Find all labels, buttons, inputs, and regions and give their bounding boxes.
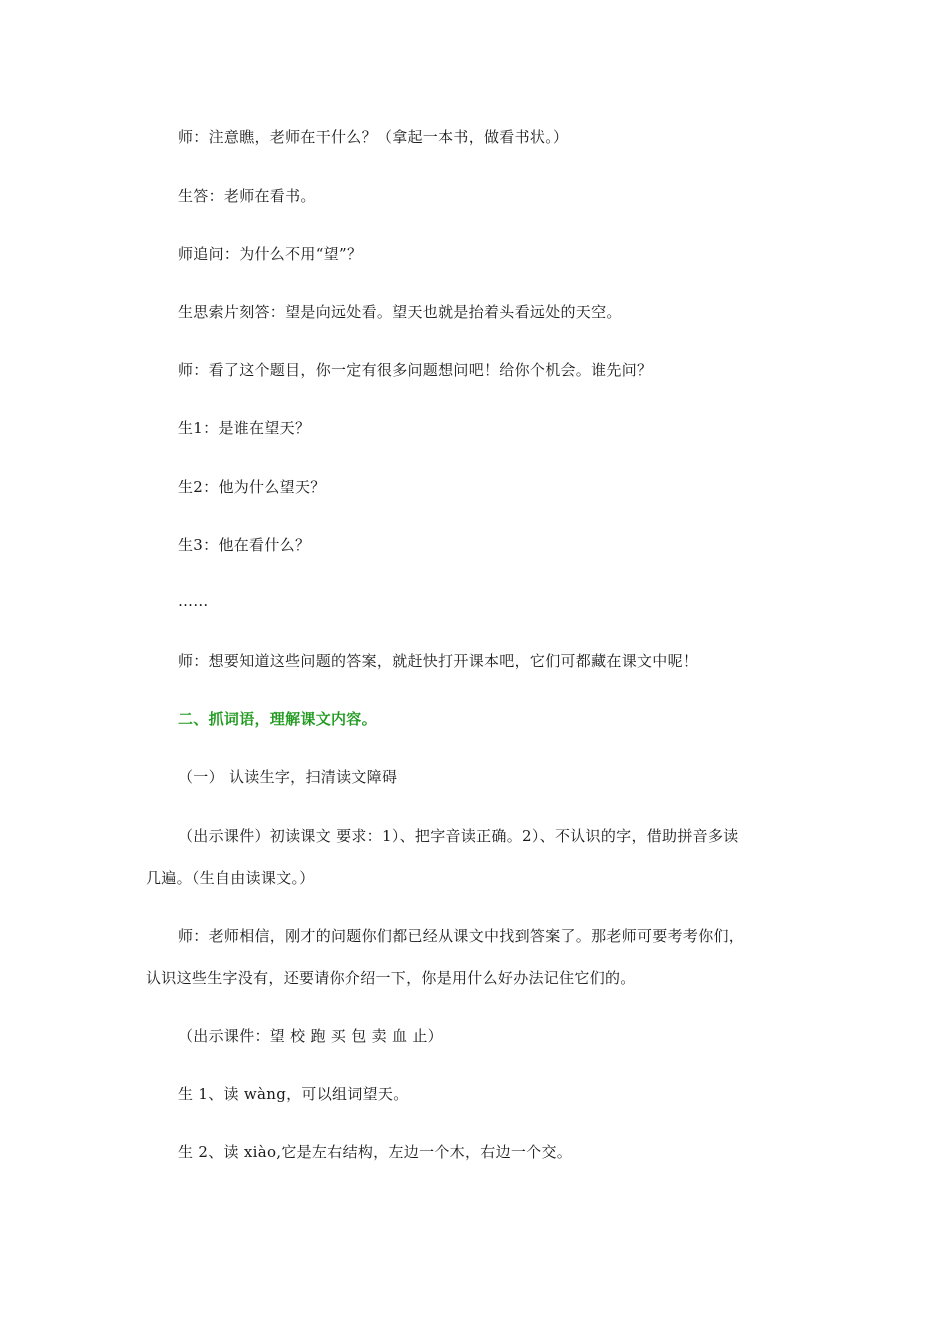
paragraph-line: （出示课件）初读课文 要求：1）、把字音读正确。2）、不认识的字，借助拼音多读 xyxy=(178,827,739,845)
subsection-heading: （一） 认读生字，扫清读文障碍 xyxy=(178,768,398,786)
dialogue-line: 生3：他在看什么？ xyxy=(178,536,311,554)
paragraph-line: （出示课件：望 校 跑 买 包 卖 血 止） xyxy=(178,1027,443,1045)
paragraph-line: 师：老师相信，刚才的问题你们都已经从课文中找到答案了。那老师可要考考你们， xyxy=(178,927,745,945)
dialogue-line: 师：注意瞧，老师在干什么？（拿起一本书，做看书状。） xyxy=(178,128,569,146)
dialogue-line: 生思索片刻答：望是向远处看。望天也就是抬着头看远处的天空。 xyxy=(178,303,622,321)
ellipsis-line: …… xyxy=(178,592,209,610)
dialogue-line: 生 2、读 xiào,它是左右结构，左边一个木，右边一个交。 xyxy=(178,1143,573,1161)
dialogue-line: 生2：他为什么望天？ xyxy=(178,478,326,496)
paragraph-line: 几遍。（生自由读课文。） xyxy=(146,869,315,887)
dialogue-line: 师追问：为什么不用“望”？ xyxy=(178,245,363,263)
section-heading: 二、抓词语，理解课文内容。 xyxy=(178,710,377,728)
dialogue-line: 生 1、读 wàng，可以组词望天。 xyxy=(178,1085,409,1103)
dialogue-line: 师：看了这个题目，你一定有很多问题想问吧！给你个机会。谁先问？ xyxy=(178,361,653,379)
dialogue-line: 师：想要知道这些问题的答案，就赶快打开课本吧，它们可都藏在课文中呢！ xyxy=(178,652,699,670)
dialogue-line: 生1：是谁在望天？ xyxy=(178,419,311,437)
paragraph-line: 认识这些生字没有，还要请你介绍一下，你是用什么好办法记住它们的。 xyxy=(146,969,636,987)
dialogue-line: 生答：老师在看书。 xyxy=(178,187,316,205)
